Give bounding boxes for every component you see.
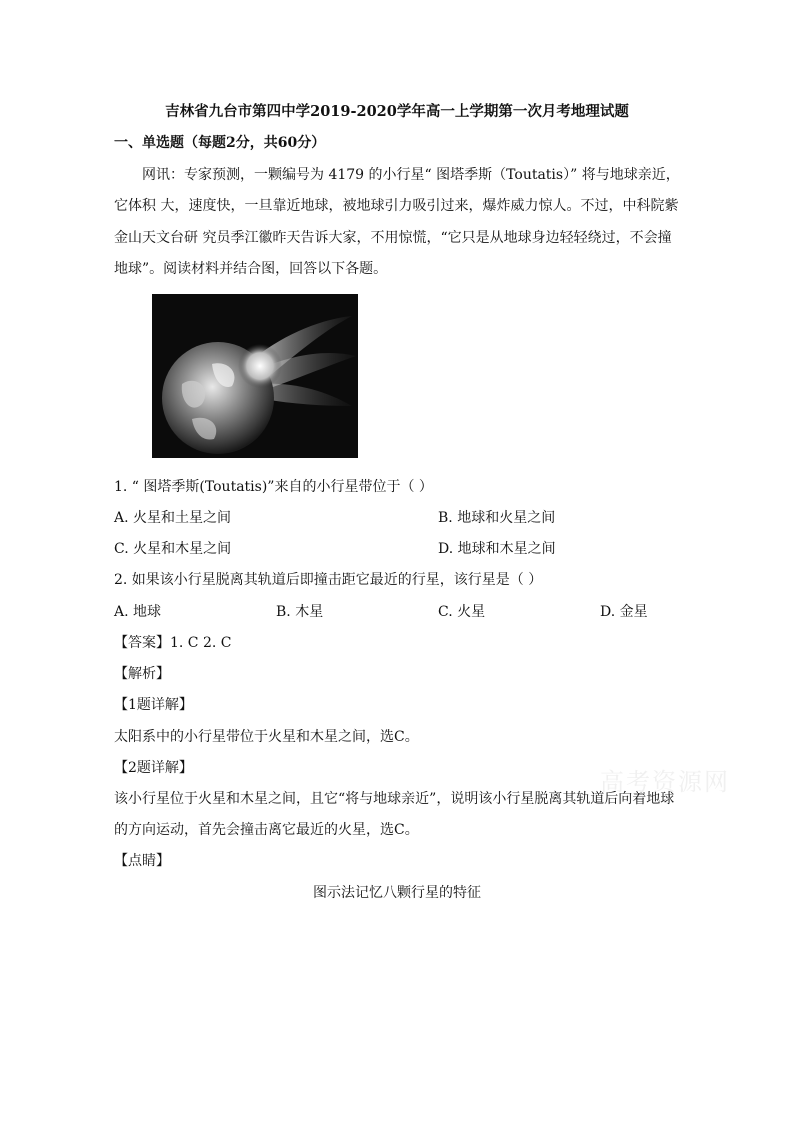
dianjing-label: 【点睛】 — [114, 853, 170, 869]
passage-line-2: 它体积 大，速度快，一旦靠近地球，被地球引力吸引过来，爆炸威力惊人。不过，中科院紫 — [114, 198, 679, 214]
earth-asteroid-illustration — [152, 294, 358, 458]
question-1-option-d: D. 地球和木星之间 — [438, 541, 556, 557]
detail-2-line-2: 的方向运动，首先会撞击离它最近的火星，选C。 — [114, 822, 419, 838]
passage-line-1: 网讯：专家预测，一颗编号为 4179 的小行星“ 图塔季斯（Toutatis）” 将与地球亲近， — [142, 167, 680, 183]
passage-line-4: 地球”。阅读材料并结合图，回答以下各题。 — [114, 261, 388, 277]
detail-1-label: 【1题详解】 — [114, 697, 193, 713]
earth-asteroid-image — [152, 294, 358, 458]
question-1-option-a: A. 火星和土星之间 — [114, 510, 232, 526]
question-1-stem: 1. “ 图塔季斯(Toutatis)”来自的小行星带位于（ ） — [114, 479, 433, 495]
detail-2-label: 【2题详解】 — [114, 760, 193, 776]
question-2-option-c: C. 火星 — [438, 604, 486, 620]
answer-line: 【答案】1. C 2. C — [114, 635, 232, 651]
detail-1-text: 太阳系中的小行星带位于火星和木星之间，选C。 — [114, 729, 419, 745]
question-2-option-b: B. 木星 — [276, 604, 324, 620]
question-2-option-a: A. 地球 — [114, 604, 162, 620]
detail-2-line-1: 该小行星位于火星和木星之间，且它“将与地球亲近”，说明该小行星脱离其轨道后向着地球 — [114, 791, 675, 807]
section-heading: 一、单选题（每题2分，共60分） — [114, 135, 326, 151]
question-1-option-b: B. 地球和火星之间 — [438, 510, 556, 526]
page-title: 吉林省九台市第四中学2019-2020学年高一上学期第一次月考地理试题 — [165, 103, 629, 120]
passage-line-3: 金山天文台研 究员季江徽昨天告诉大家，不用惊慌，“它只是从地球身边轻轻绕过，不会撞 — [114, 230, 672, 246]
question-2-stem: 2. 如果该小行星脱离其轨道后即撞击距它最近的行星，该行星是（ ） — [114, 572, 543, 588]
question-1-option-c: C. 火星和木星之间 — [114, 541, 232, 557]
figure-caption: 图示法记忆八颗行星的特征 — [313, 885, 481, 901]
watermark-text: 高考资源网 — [600, 768, 730, 796]
question-2-option-d: D. 金星 — [600, 604, 648, 620]
analysis-label: 【解析】 — [114, 666, 170, 682]
